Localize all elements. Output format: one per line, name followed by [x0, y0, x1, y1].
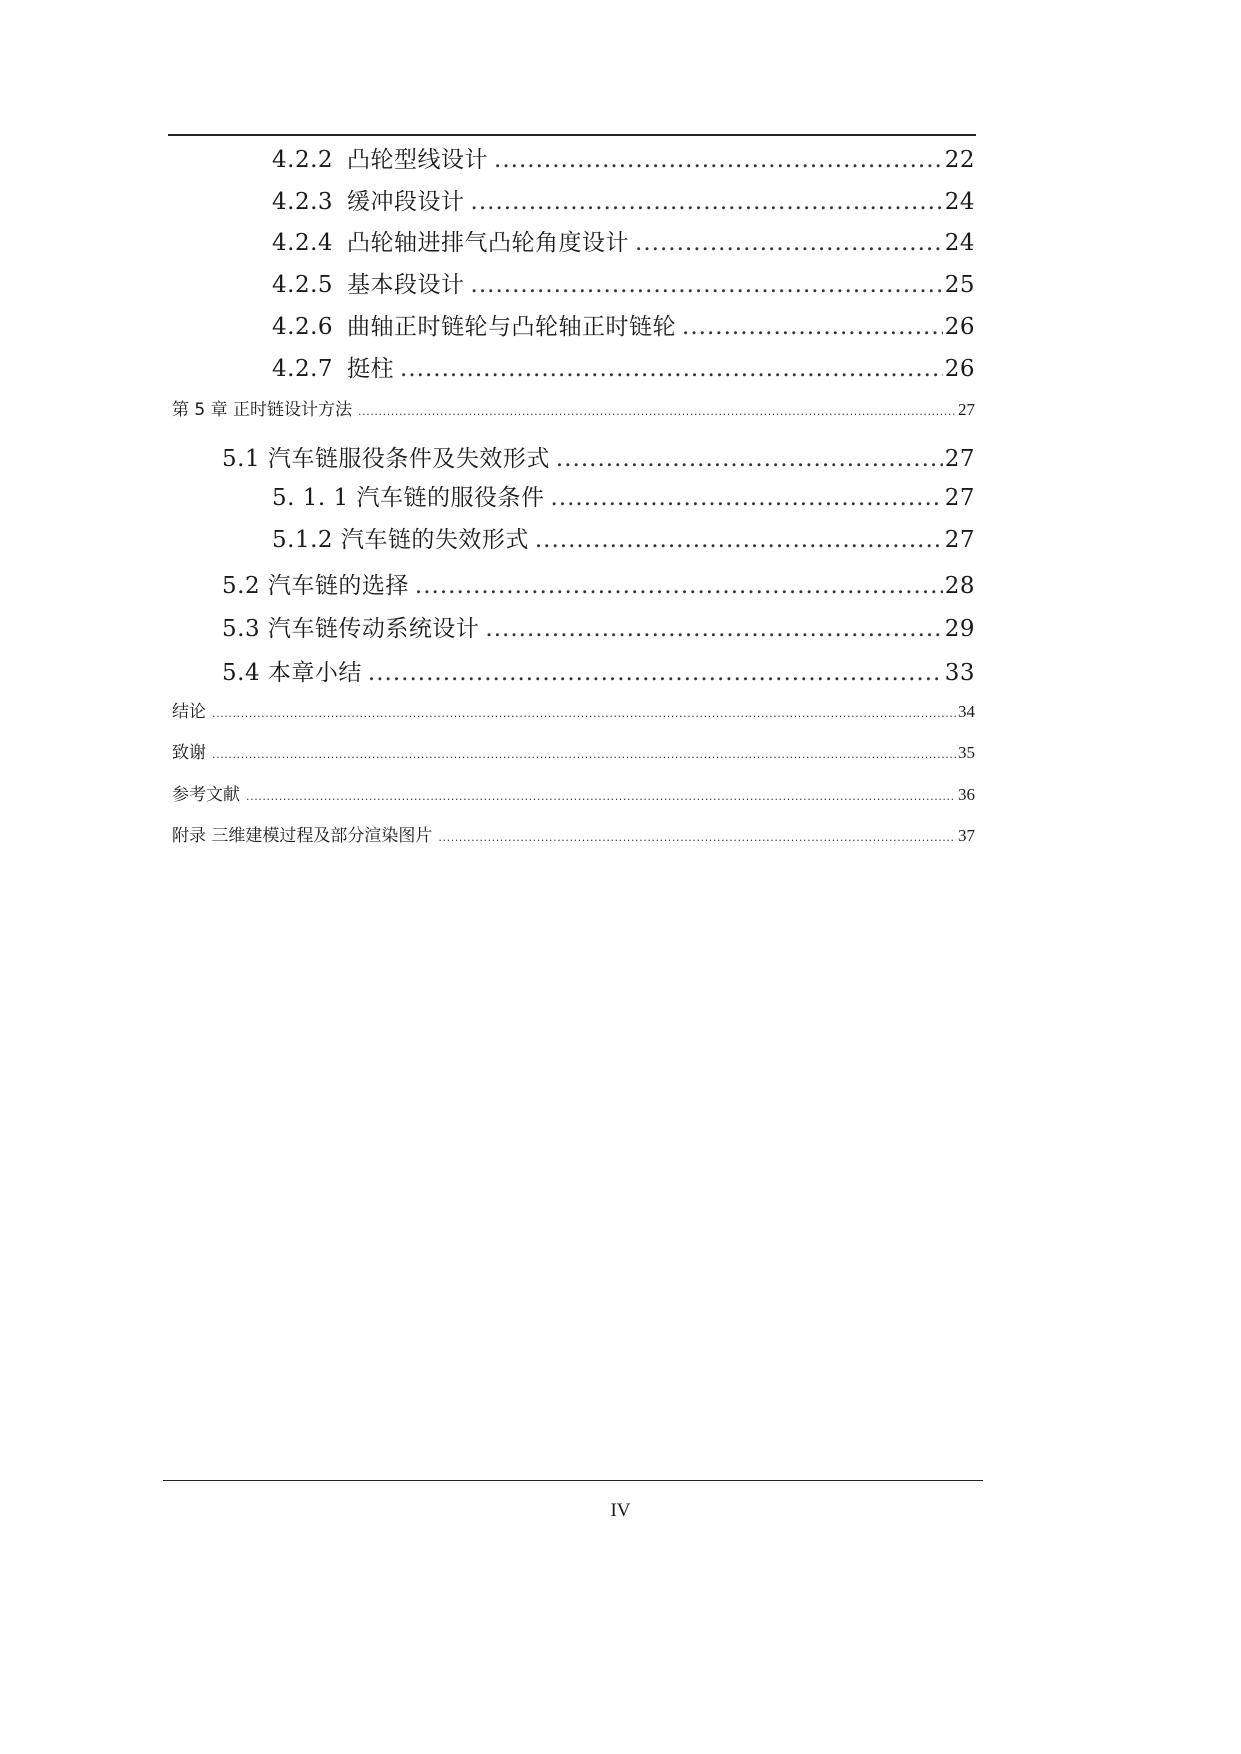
toc-entry-conclusion[interactable]: [172, 697, 975, 722]
toc-entry-number: 4.2.3: [272, 189, 334, 215]
toc-entry-page: 36: [958, 785, 975, 804]
toc-entry-page: 33: [944, 660, 975, 686]
toc-entry-page: 22: [944, 147, 975, 173]
toc-entry-number: 4.2.7: [272, 356, 334, 382]
toc-entry-title: 5.1.2 汽车链的失效形式: [272, 527, 529, 553]
toc-entry-number: 4.2.4: [272, 230, 334, 256]
dot-leader: [485, 616, 942, 642]
toc-entry-page: 29: [944, 616, 975, 642]
toc-entry-title: 结论: [172, 702, 206, 722]
footer-rule: [163, 1480, 983, 1481]
dot-leader: [556, 446, 943, 472]
toc-entry-5-1-2[interactable]: [272, 521, 975, 554]
toc-entry-4-2-3[interactable]: [272, 183, 975, 216]
toc-entry-4-2-7[interactable]: [272, 350, 975, 383]
dot-leader: [368, 660, 943, 686]
dot-leader: [212, 707, 956, 720]
toc-entry-title: 5.4 本章小结: [222, 660, 362, 686]
toc-entry-title: 基本段设计: [347, 272, 465, 298]
toc-entry-title: 参考文献: [172, 785, 240, 805]
toc-entry-page: 25: [944, 272, 975, 298]
toc-entry-4-2-5[interactable]: [272, 266, 975, 299]
toc-entry-page: 34: [958, 702, 975, 721]
toc-entry-5-2[interactable]: [222, 567, 975, 600]
toc-entry-number: 4.2.5: [272, 272, 334, 298]
dot-leader: [471, 189, 943, 215]
dot-leader: [471, 272, 943, 298]
dot-leader: [415, 573, 943, 599]
toc-entry-page: 24: [944, 189, 975, 215]
dot-leader: [635, 230, 943, 256]
toc-entry-page: 27: [944, 446, 975, 472]
toc-entry-page: 37: [958, 826, 975, 845]
dot-leader: [550, 485, 942, 511]
toc-entry-title: 缓冲段设计: [347, 189, 465, 215]
toc-entry-page: 28: [944, 573, 975, 599]
dot-leader: [400, 356, 943, 382]
dot-leader: [358, 405, 956, 418]
toc-entry-number: 4.2.2: [272, 147, 334, 173]
dot-leader: [535, 527, 943, 553]
dot-leader: [494, 147, 943, 173]
toc-entry-title: 5.3 汽车链传动系统设计: [222, 616, 480, 642]
toc-entry-title: 5.1 汽车链服役条件及失效形式: [222, 446, 550, 472]
toc-entry-5-4[interactable]: [222, 654, 975, 687]
toc-entry-title: 致谢: [172, 743, 206, 763]
toc-entry-title: 曲轴正时链轮与凸轮轴正时链轮: [347, 314, 677, 340]
toc-entry-title: 5.2 汽车链的选择: [222, 573, 409, 599]
toc-entry-title: 挺柱: [347, 356, 395, 382]
toc-entry-number: 4.2.6: [272, 314, 334, 340]
dot-leader: [682, 314, 943, 340]
toc-entry-page: 27: [944, 527, 975, 553]
toc-entry-page: 27: [958, 400, 975, 419]
toc-entry-page: 35: [958, 743, 975, 762]
toc-entry-4-2-4[interactable]: [272, 224, 975, 257]
toc-entry-4-2-6[interactable]: [272, 308, 975, 341]
dot-leader: [246, 790, 956, 803]
toc-entry-title: 凸轮轴进排气凸轮角度设计: [347, 230, 630, 256]
toc-entry-5-3[interactable]: [222, 610, 975, 643]
toc-entry-acknowledgements[interactable]: [172, 738, 975, 763]
toc-entry-page: 24: [944, 230, 975, 256]
toc-entry-title: 第 5 章 正时链设计方法: [172, 400, 353, 420]
toc-entry-title: 附录 三维建模过程及部分渲染图片: [172, 826, 433, 846]
toc-entry-5-1[interactable]: [222, 440, 975, 473]
toc-entry-5-1-1[interactable]: [272, 479, 975, 512]
toc-entry-title: 凸轮型线设计: [347, 147, 489, 173]
toc-entry-title: 5. 1. 1 汽车链的服役条件: [272, 485, 545, 511]
page-number: IV: [610, 1500, 631, 1521]
dot-leader: [438, 831, 956, 844]
toc-entry-appendix[interactable]: [172, 821, 975, 846]
dot-leader: [212, 748, 956, 761]
toc-entry-page: 26: [944, 314, 975, 340]
toc-entry-chapter-5[interactable]: [172, 395, 975, 420]
toc-entry-page: 26: [944, 356, 975, 382]
header-rule: [168, 134, 976, 136]
toc-entry-references[interactable]: [172, 780, 975, 805]
toc-entry-4-2-2[interactable]: [272, 141, 975, 174]
toc-entry-page: 27: [944, 485, 975, 511]
